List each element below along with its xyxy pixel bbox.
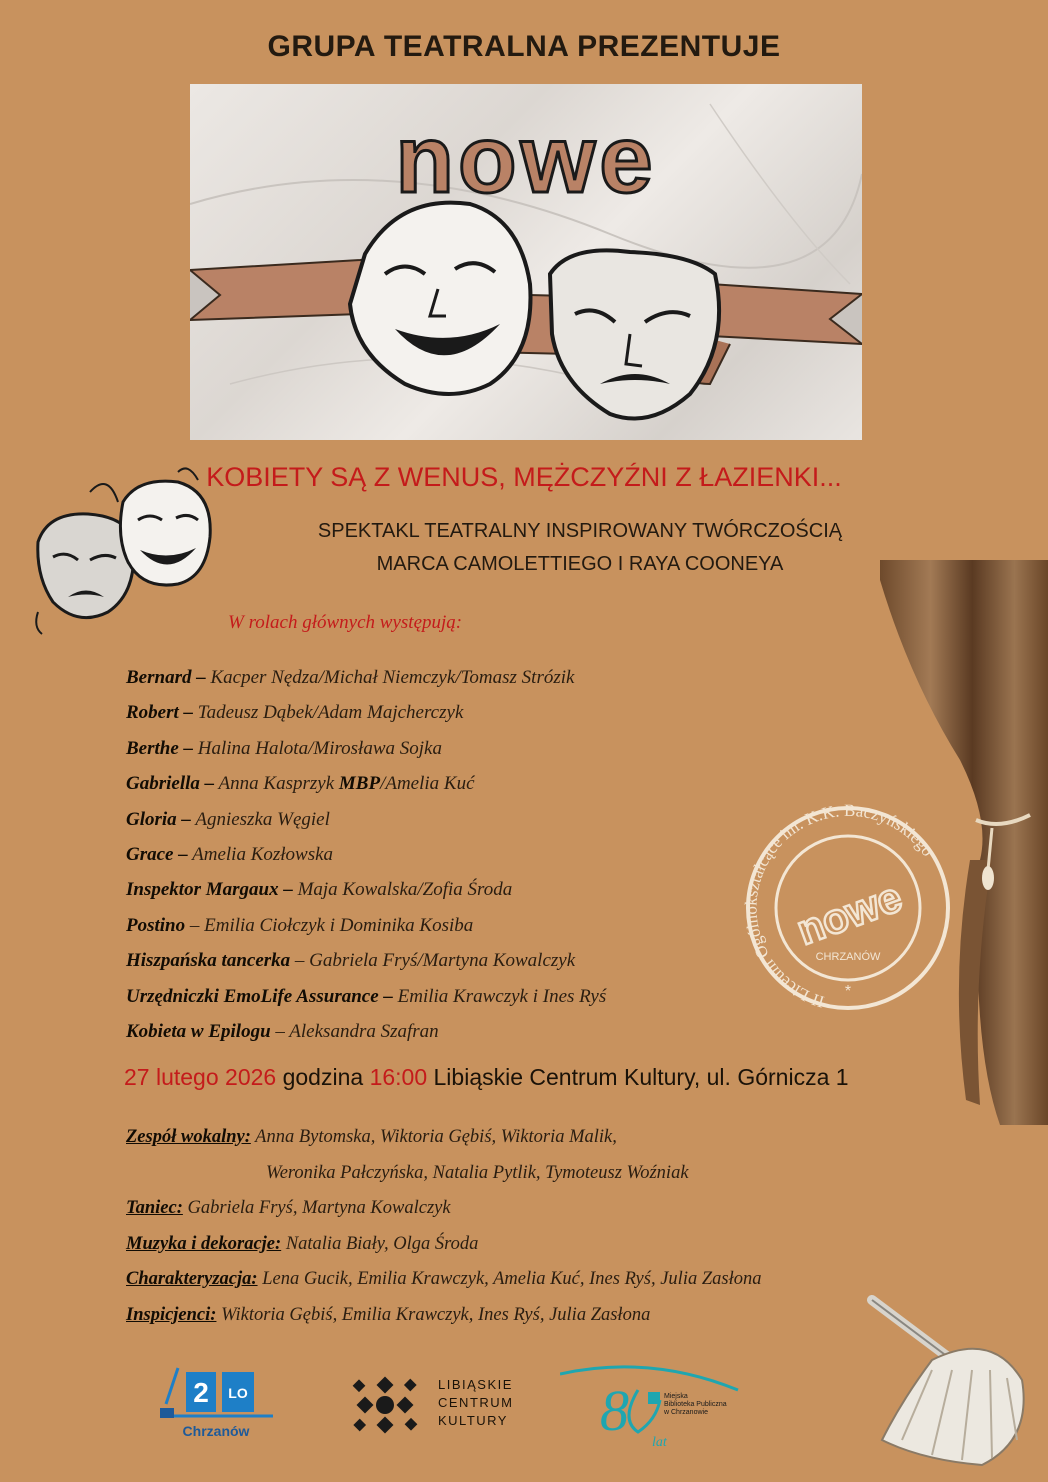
credit-value: Anna Bytomska, Wiktoria Gębiś, Wiktoria Malik, bbox=[250, 1127, 617, 1147]
cast-role: Gabriella – bbox=[126, 773, 215, 795]
cast-role: Inspektor Margaux – bbox=[126, 879, 293, 901]
lck-line1: LIBIĄSKIE bbox=[438, 1377, 513, 1392]
credit-value: Lena Gucik, Emilia Krawczyk, Amelia Kuć, Ines Ryś, Julia Zasłona bbox=[257, 1269, 762, 1289]
cast-row-postino bbox=[126, 908, 766, 943]
cast-role: Berthe – bbox=[126, 737, 194, 759]
cast-list bbox=[126, 660, 766, 1049]
credit-prompt bbox=[126, 1298, 926, 1334]
banner-image bbox=[190, 84, 862, 440]
credit-dance bbox=[126, 1191, 926, 1227]
svg-text:8: 8 bbox=[600, 1378, 629, 1443]
stamp-center: CHRZANÓW bbox=[815, 951, 881, 963]
tragedy-mask-icon bbox=[550, 250, 719, 418]
school-digit: 2 bbox=[193, 1377, 209, 1408]
lck-line3: KULTURY bbox=[438, 1413, 508, 1428]
cast-role: Gloria – bbox=[126, 808, 191, 830]
school-stamp bbox=[738, 800, 978, 1030]
stamp-ring-text: II Liceum Ogólnokształcące im. K.K. Baczyńskiego bbox=[741, 800, 938, 1012]
event-date: 27 lutego 2026 bbox=[124, 1064, 277, 1090]
event-time: 16:00 bbox=[369, 1064, 428, 1090]
school-lo: LO bbox=[228, 1385, 248, 1401]
credit-value: Weronika Pałczyńska, Natalia Pytlik, Tymoteusz Woźniak bbox=[266, 1162, 689, 1183]
cast-role: Bernard – bbox=[126, 667, 206, 688]
cast-actors: Halina Halota/Mirosława Sojka bbox=[193, 737, 442, 759]
cast-actors: Kacper Nędza/Michał Niemczyk/Tomasz Strózik bbox=[205, 667, 575, 688]
credit-music bbox=[126, 1227, 926, 1263]
cast-actors: – Emilia Ciołczyk i Dominika Kosiba bbox=[185, 914, 474, 936]
school-logo bbox=[158, 1360, 280, 1444]
credit-makeup bbox=[126, 1262, 926, 1298]
stamp-word: nowe bbox=[790, 872, 908, 954]
lck-line2: CENTRUM bbox=[438, 1395, 514, 1410]
comedy-mask-icon bbox=[350, 203, 531, 394]
cast-role: Postino bbox=[126, 914, 186, 936]
cast-actors: Emilia Krawczyk i Ines Ryś bbox=[392, 985, 607, 1007]
cast-actors: Tadeusz Dąbek/Adam Majcherczyk bbox=[193, 702, 464, 724]
cast-row-tancerka bbox=[126, 943, 766, 978]
credit-value: Natalia Biały, Olga Środa bbox=[281, 1233, 479, 1254]
header-title: GRUPA TEATRALNA PREZENTUJE bbox=[267, 30, 781, 63]
cast-actors: Anna Kasprzyk bbox=[214, 773, 339, 795]
cast-row-gloria bbox=[126, 802, 766, 837]
cast-actors: – Aleksandra Szafran bbox=[270, 1020, 439, 1042]
cast-role: Hiszpańska tancerka bbox=[126, 950, 291, 972]
mbp-line2: Biblioteka Publiczna bbox=[664, 1401, 727, 1408]
cast-actors: – Gabriela Fryś/Martyna Kowalczyk bbox=[290, 950, 576, 972]
credit-value: Gabriela Fryś, Martyna Kowalczyk bbox=[182, 1198, 451, 1218]
svg-text:*: * bbox=[844, 983, 852, 1000]
play-subtitle-line1: SPEKTAKL TEATRALNY INSPIROWANY TWÓRCZOŚCIĄ bbox=[317, 520, 843, 542]
lck-logo-icon bbox=[345, 1375, 425, 1435]
mbp-years: lat bbox=[652, 1435, 667, 1450]
masks-decoration bbox=[28, 462, 218, 638]
cast-role: Kobieta w Epilogu bbox=[126, 1020, 271, 1042]
credit-key: Muzyka i dekoracje: bbox=[126, 1233, 282, 1254]
cast-row-bernard bbox=[126, 660, 766, 695]
cast-heading: W rolach głównych występują: bbox=[228, 612, 463, 633]
cast-actors: Maja Kowalska/Zofia Środa bbox=[292, 879, 513, 901]
event-line bbox=[124, 1064, 849, 1091]
cast-actors-after: /Amelia Kuć bbox=[380, 773, 475, 795]
cast-actors: Agnieszka Węgiel bbox=[190, 808, 330, 830]
mbp-line1: Miejska bbox=[664, 1393, 688, 1400]
play-subtitle-line2: MARCA CAMOLETTIEGO I RAYA COONEYA bbox=[376, 553, 784, 575]
cast-row-margaux bbox=[126, 872, 766, 907]
broom-decoration bbox=[862, 1290, 1032, 1470]
cast-role: Urzędniczki EmoLife Assurance – bbox=[126, 985, 393, 1007]
banner-word: nowe bbox=[395, 106, 657, 213]
credit-key: Zespół wokalny: bbox=[126, 1127, 251, 1147]
event-place: Libiąskie Centrum Kultury, ul. Górnicza 1 bbox=[427, 1064, 849, 1090]
cast-role: Grace – bbox=[126, 843, 188, 865]
cast-extra-bold: MBP bbox=[338, 773, 381, 795]
banner-illustration bbox=[190, 84, 862, 440]
cast-row-grace bbox=[126, 837, 766, 872]
credit-value: Wiktoria Gębiś, Emilia Krawczyk, Ines Ryś, Julia Zasłona bbox=[216, 1304, 651, 1325]
cast-row-epilog bbox=[126, 1014, 766, 1049]
mbp-line3: w Chrzanowie bbox=[664, 1409, 708, 1416]
cast-row-robert bbox=[126, 695, 766, 730]
cast-row-berthe bbox=[126, 731, 766, 766]
credit-vocal-cont bbox=[126, 1156, 926, 1192]
credit-key: Taniec: bbox=[126, 1198, 183, 1218]
cast-row-gabriella bbox=[126, 766, 766, 801]
credit-vocal bbox=[126, 1120, 926, 1156]
cast-row-urzedniczki bbox=[126, 979, 766, 1014]
cast-role: Robert – bbox=[126, 702, 194, 724]
comedy-mask-icon bbox=[120, 481, 210, 585]
event-hour-word: godzina bbox=[276, 1064, 370, 1090]
credits bbox=[126, 1120, 926, 1333]
library-logo bbox=[560, 1360, 740, 1450]
lck-logo-text bbox=[438, 1376, 514, 1430]
cast-actors: Amelia Kozłowska bbox=[187, 843, 334, 865]
credit-key: Inspicjenci: bbox=[126, 1304, 217, 1325]
credit-key: Charakteryzacja: bbox=[126, 1269, 258, 1289]
play-title: KOBIETY SĄ Z WENUS, MĘŻCZYŹNI Z ŁAZIENKI... bbox=[206, 462, 842, 492]
school-city: Chrzanów bbox=[182, 1423, 250, 1439]
